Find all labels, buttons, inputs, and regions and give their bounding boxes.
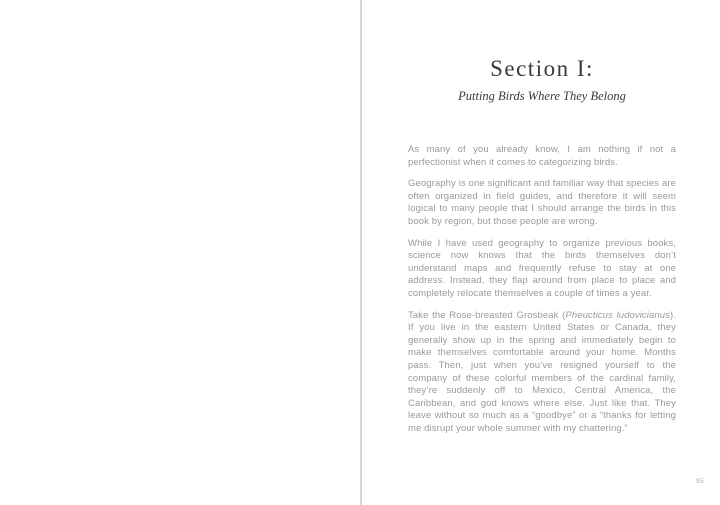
section-title: Section I: — [490, 56, 594, 81]
paragraph-4-text-pre: Take the Rose-breasted Grosbeak ( — [408, 309, 566, 321]
paragraph-2 — [408, 178, 676, 228]
body-text — [408, 144, 676, 435]
page-content — [408, 0, 676, 444]
section-subtitle: Putting Birds Where They Belong — [458, 89, 626, 103]
paragraph-3-text: While I have used geography to organize previous books, science now knows that the birds themselves don’t understand maps and frequently refuse to stay at one address. Instead, they flap around from place to place and completely relocate themselves a couple of times a year. — [408, 237, 676, 299]
right-page — [362, 0, 720, 505]
paragraph-1-text: As many of you already know, I am nothing if not a perfectionist when it comes to categorizing birds. — [408, 144, 676, 168]
paragraph-4 — [408, 310, 676, 436]
paragraph-4-text-post: ). If you live in the eastern United States or Canada, they generally show up in the spring and immediately begin to make themselves comfortable around your home. Months pass. Then, just when you’ve resigned yourself to the company of these colorful members of the cardinal family, they’re suddenly off to Mexico, Central America, the Caribbean, and god knows where else. Just like that. They leave without so much as a “goodbye” or a “thanks for letting me disrupt your whole summer with my chattering.” — [408, 309, 676, 434]
paragraph-2-text: Geography is one significant and familiar way that species are often organized in field guides, and therefore it will seem logical to many people that I should arrange the birds in this book by region, but those people are wrong. — [408, 178, 676, 227]
species-latin-name: Pheucticus ludovicianus — [565, 309, 670, 321]
page-number: 95 — [696, 478, 704, 485]
paragraph-3 — [408, 238, 676, 301]
paragraph-1 — [408, 144, 676, 169]
